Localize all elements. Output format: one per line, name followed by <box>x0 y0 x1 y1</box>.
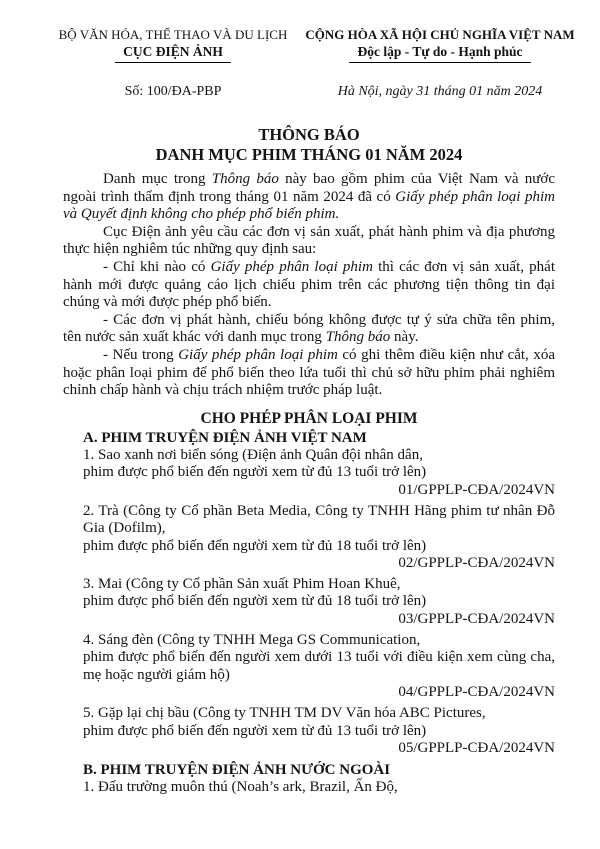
film-item <box>83 447 555 500</box>
doc-title-block <box>63 125 555 165</box>
section-b-film-list <box>83 779 555 797</box>
film-line: phim được phổ biến đến người xem từ đủ 18 tuổi trở lên) <box>83 593 427 610</box>
film-line: phim được phổ biến đến người xem từ đủ 13 tuổi trở lên) <box>83 722 427 739</box>
film-item <box>83 705 555 758</box>
paragraph-requirement: Cục Điện ảnh yêu cầu các đơn vị sản xuất, phát hành phim và địa phương thực hiện nghiêm túc những quy định sau: <box>63 223 555 258</box>
film-license: 05/GPPLP-CĐA/2024VN <box>398 740 555 757</box>
body-text <box>63 171 555 400</box>
doc-number: Số: 100/ĐA-PBP <box>124 84 222 99</box>
film-item <box>83 503 555 573</box>
film-license: 02/GPPLP-CĐA/2024VN <box>398 555 555 572</box>
section-b-heading: B. PHIM TRUYỆN ĐIỆN ẢNH NƯỚC NGOÀI <box>83 761 391 778</box>
doc-subtitle: DANH MỤC PHIM THÁNG 01 NĂM 2024 <box>155 145 463 164</box>
film-list-area <box>63 429 555 797</box>
org-name: BỘ VĂN HÓA, THỂ THAO VÀ DU LỊCH <box>58 27 288 42</box>
film-item <box>83 576 555 629</box>
film-line: phim được phổ biến đến người xem dưới 13 tuổi với điều kiện xem cùng cha, mẹ hoặc người giám hộ) <box>83 649 555 683</box>
paragraph-scope: Danh mục trong Thông báo này bao gồm phim của Việt Nam và nước ngoài trình thẩm định trong tháng 01 năm 2024 đã có Giấy phép phân loại phim và Quyết định không cho phép phổ biến phim. <box>63 171 555 223</box>
film-line: 2. Trà (Công ty Cổ phần Beta Media, Công ty TNHH Hãng phim tư nhân Đỗ Gia (Dofilm), <box>83 502 555 537</box>
document-header <box>53 26 580 101</box>
national-motto: Độc lập - Tự do - Hạnh phúc <box>300 43 580 63</box>
film-license: 01/GPPLP-CĐA/2024VN <box>398 481 555 498</box>
header-issuing-org <box>53 26 293 101</box>
film-line: 3. Mai (Công ty Cổ phần Sản xuất Phim Hoan Khuê, <box>83 575 401 592</box>
film-line: phim được phổ biến đến người xem từ đủ 18 tuổi trở lên) <box>83 537 427 554</box>
paragraph-rule-license: - Chỉ khi nào có Giấy phép phân loại phim thì các đơn vị sản xuất, phát hành mới được quảng cáo lịch chiếu phim trên các phương tiện thông tin đại chúng và mới được phép phổ biến. <box>63 258 555 311</box>
section-a-heading: A. PHIM TRUYỆN ĐIỆN ẢNH VIỆT NAM <box>83 429 367 446</box>
film-line: 1. Đấu trường muôn thú (Noah’s ark, Brazil, Ấn Độ, <box>83 778 398 795</box>
paragraph-rule-names: - Các đơn vị phát hành, chiếu bóng không được tự ý sửa chữa tên phim, tên nước sản xuất khác với danh mục trong Thông báo này. <box>63 311 555 346</box>
film-line: 1. Sao xanh nơi biển sóng (Điện ảnh Quân đội nhân dân, <box>83 446 423 463</box>
place-date: Hà Nội, ngày 31 tháng 01 năm 2024 <box>337 84 543 99</box>
film-item <box>83 632 555 702</box>
film-line: 5. Gặp lại chị bầu (Công ty TNHH TM DV Văn hóa ABC Pictures, <box>83 705 486 722</box>
film-line: phim được phổ biến đến người xem từ đủ 13 tuổi trở lên) <box>83 464 427 481</box>
film-line: 4. Sáng đèn (Công ty TNHH Mega GS Communication, <box>83 631 421 648</box>
film-license: 03/GPPLP-CĐA/2024VN <box>398 611 555 628</box>
nation-title: CỘNG HÒA XÃ HỘI CHỦ NGHĨA VIỆT NAM <box>305 27 575 42</box>
film-item <box>83 779 555 797</box>
doc-title: THÔNG BÁO <box>258 125 360 144</box>
section-a-film-list <box>83 447 555 758</box>
permit-section-heading: CHO PHÉP PHÂN LOẠI PHIM <box>200 409 418 427</box>
dept-name: CỤC ĐIỆN ẢNH <box>53 43 293 63</box>
header-national <box>300 26 580 101</box>
film-license: 04/GPPLP-CĐA/2024VN <box>398 684 555 701</box>
paragraph-rule-conditions: - Nếu trong Giấy phép phân loại phim có ghi thêm điều kiện như cắt, xóa hoặc phân loại phim để phổ biến theo lứa tuổi thì chủ sở hữu phim phải nghiêm chỉnh chấp hành và chịu trách nhiệm trước pháp luật. <box>63 346 555 399</box>
